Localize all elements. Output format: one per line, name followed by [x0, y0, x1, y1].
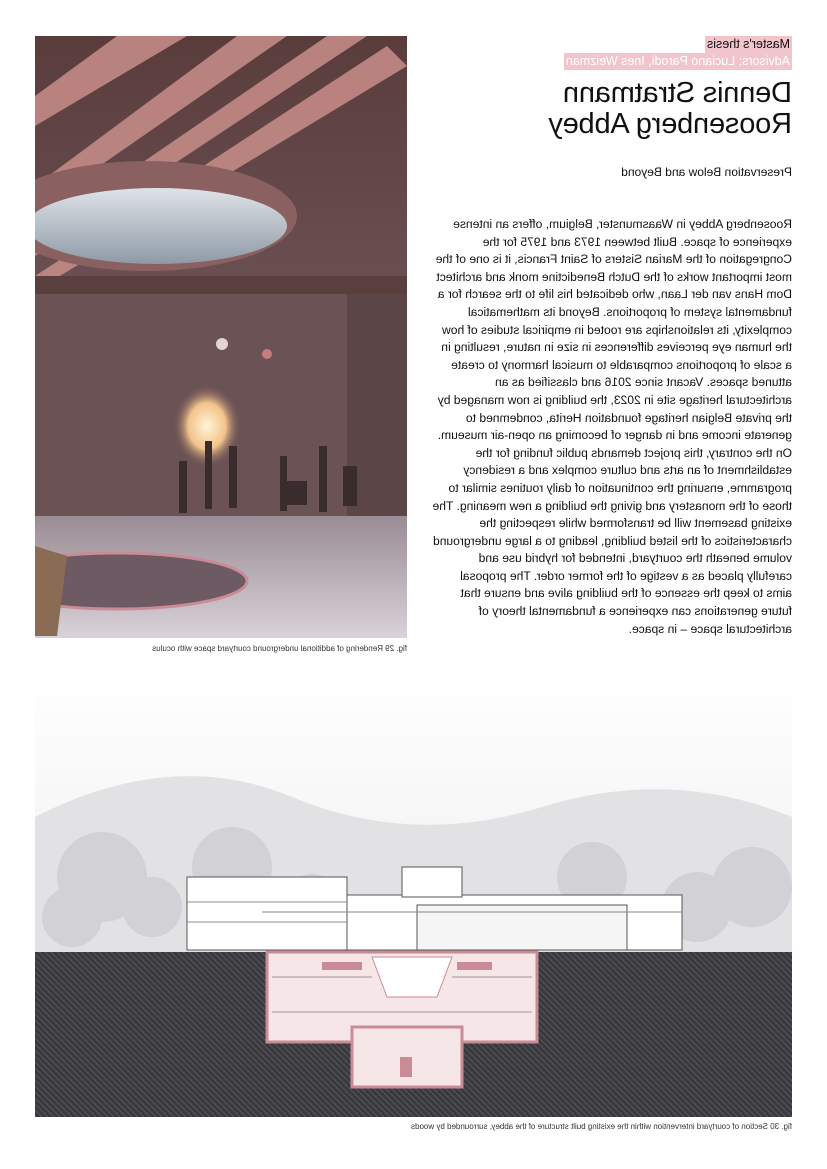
rendering-image — [35, 36, 407, 638]
fig30-caption: fig. 30 Section of courtyard intervention within the existing built structure of the abbey, surrounded by woods — [411, 1122, 792, 1131]
advisors-label: Advisors: Luciano Parodi, Ines Weizman — [565, 54, 790, 68]
section-drawing — [35, 667, 792, 1117]
author-name: Dennis Stratmann — [563, 77, 792, 109]
subtitle: Preservation Below and Beyond — [621, 165, 792, 179]
body-paragraph: Roosenberg Abbey in Waasmunster, Belgium, offers an intense experience of space. Built between 1973 and 1975 for the Congregation of the Marian Sisters of Saint Francis, it is one of the most important works of the Dutch Benedictine monk and architect Dom Hans van der Laan, who dedicated his life to the search for a fundamental system of proportions. Beyond its mathematical complexity, its relationships are rooted in empirical studies of how the human eye perceives differences in size in nature, resulting in a scale of proportions comparable to musical harmony to create attuned spaces. Vacant since 2016 and classified as an architectural heritage site in 2023, the building is now managed by the private Belgian heritage foundation Herita, condemned to generate income and in danger of becoming an open-air museum. On the contrary, this project demands public funding for the establishment of an arts and culture complex and a residency programme, ensuring the continuation of daily routines similar to those of the monastery and giving the building a new meaning. The existing basement will be transformed while respecting the characteristics of the listed building, leading to a large underground volume beneath the courtyard, intended for hybrid use and carefully placed as a vestige of the former order. The proposal aims to keep the essence of the building alive and ensure that future generations can experience a fundamental theory of architectural space – in space. — [432, 217, 792, 636]
project-title: Roosenberg Abbey — [548, 108, 792, 140]
thesis-label: Master's thesis — [707, 37, 790, 51]
title-block — [492, 78, 792, 140]
fig29-caption: fig. 29 Rendering of additional underground courtyard space with oculus — [152, 644, 407, 653]
